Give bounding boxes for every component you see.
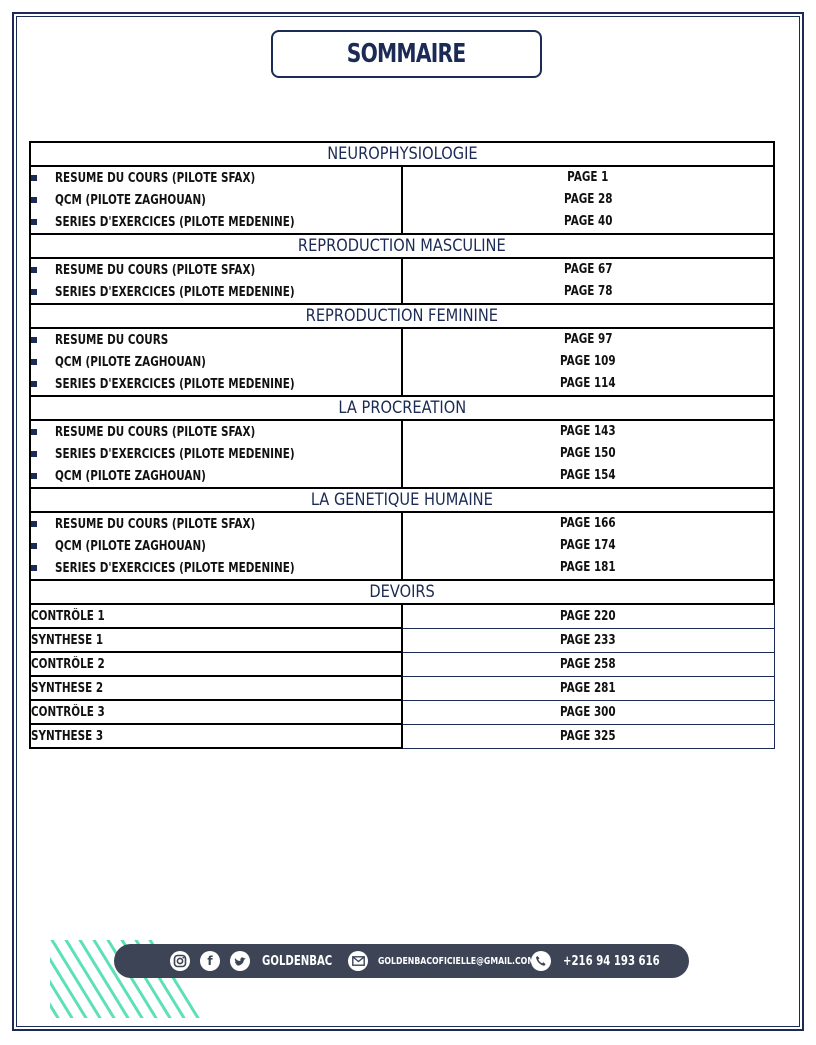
devoir-label: CONTRÔLE 2 [31,656,105,672]
devoir-page-cell [402,628,774,652]
page-number-text: PAGE 78 [563,284,613,299]
bullet-icon [31,219,37,225]
item-label: RESUME DU COURS (PILOTE SFAX) [55,170,256,186]
section-heading [30,304,774,328]
item-label: RESUME DU COURS (PILOTE SFAX) [55,516,256,532]
bullet-icon [31,381,37,387]
items-cell [30,166,402,234]
devoir-page-cell [402,700,774,724]
list-item[interactable] [31,465,401,487]
bullet-icon [31,267,37,273]
page-number[interactable] [403,189,773,211]
section-heading [30,234,774,258]
page-number[interactable] [403,259,773,281]
stripe-line [50,940,58,1018]
item-label: SERIES D'EXERCICES (PILOTE MEDENINE) [55,214,295,230]
page-number[interactable] [403,513,773,535]
section-heading [30,580,774,604]
section-items-row [30,258,774,304]
pages-cell [402,420,774,488]
footer-contact-bar [114,944,689,978]
section-header-row [30,304,774,328]
list-item[interactable] [31,513,401,535]
devoir-label: SYNTHESE 2 [31,680,104,696]
page-number-text: PAGE 181 [560,560,616,575]
footer-phone[interactable]: +216 94 193 616 [563,953,661,969]
section-header-row [30,396,774,420]
bullet-icon [31,473,37,479]
items-cell [30,420,402,488]
page-number-text: PAGE 1 [567,170,609,185]
title-box [271,30,542,78]
twitter-icon[interactable] [230,951,250,971]
devoir-row[interactable] [30,700,774,724]
mail-icon[interactable] [348,951,368,971]
page-number-text: PAGE 40 [563,214,613,229]
devoir-label: CONTRÔLE 3 [31,704,105,720]
item-label: RESUME DU COURS (PILOTE SFAX) [55,262,256,278]
item-label: RESUME DU COURS (PILOTE SFAX) [55,424,256,440]
items-cell [30,328,402,396]
list-item[interactable] [31,259,401,281]
bullet-icon [31,543,37,549]
section-heading-text: DEVOIRS [369,582,435,602]
bullet-icon [31,565,37,571]
item-label: QCM (PILOTE ZAGHOUAN) [55,354,206,370]
bullet-icon [31,359,37,365]
list-item[interactable] [31,421,401,443]
section-heading-text: REPRODUCTION MASCULINE [298,236,506,256]
item-label: QCM (PILOTE ZAGHOUAN) [55,538,206,554]
item-label: QCM (PILOTE ZAGHOUAN) [55,192,206,208]
devoir-label-cell [30,724,402,748]
page-number-text: PAGE 97 [563,332,613,347]
item-label: QCM (PILOTE ZAGHOUAN) [55,468,206,484]
items-cell [30,258,402,304]
table-of-contents [29,141,775,749]
section-header-row [30,488,774,512]
list-item[interactable] [31,557,401,579]
list-item[interactable] [31,373,401,395]
devoir-page: PAGE 325 [560,728,617,744]
stripe-line [66,940,114,1018]
pages-cell [402,258,774,304]
page-number-text: PAGE 166 [560,516,616,531]
section-items-row [30,166,774,234]
list-item[interactable] [31,535,401,557]
page-number-text: PAGE 150 [560,446,616,461]
page-number[interactable] [403,329,773,351]
devoir-label-cell [30,676,402,700]
page-number-text: PAGE 154 [560,468,616,483]
page-number[interactable] [403,373,773,395]
page-number[interactable] [403,535,773,557]
devoir-page: PAGE 258 [560,656,617,672]
item-label: SERIES D'EXERCICES (PILOTE MEDENINE) [55,560,295,576]
devoir-label-cell [30,700,402,724]
devoir-label: SYNTHESE 1 [31,632,104,648]
section-header-row [30,234,774,258]
page-number-text: PAGE 28 [563,192,613,207]
list-item[interactable] [31,443,401,465]
bullet-icon [31,289,37,295]
devoir-row[interactable] [30,724,774,748]
facebook-icon[interactable]: f [200,951,220,971]
devoir-row[interactable] [30,676,774,700]
devoir-page-cell [402,604,774,628]
section-heading-text: LA GENETIQUE HUMAINE [310,490,493,510]
bullet-icon [31,175,37,181]
page-number-text: PAGE 114 [560,376,616,391]
list-item[interactable] [31,189,401,211]
page-number-text: PAGE 174 [560,538,616,553]
list-item[interactable] [31,351,401,373]
item-label: SERIES D'EXERCICES (PILOTE MEDENINE) [55,446,295,462]
item-label: SERIES D'EXERCICES (PILOTE MEDENINE) [55,376,295,392]
devoir-page-cell [402,724,774,748]
list-item[interactable] [31,281,401,303]
page-number[interactable] [403,167,773,189]
devoir-page: PAGE 233 [560,632,617,648]
devoir-row[interactable] [30,604,774,628]
devoir-row[interactable] [30,628,774,652]
stripe-line [50,940,86,1018]
bullet-icon [31,451,37,457]
section-heading [30,488,774,512]
page-number[interactable] [403,281,773,303]
page-number[interactable] [403,557,773,579]
footer-brand: GOLDENBAC [262,953,333,969]
section-items-row [30,328,774,396]
devoir-row[interactable] [30,652,774,676]
devoir-label-cell [30,604,402,628]
bullet-icon [31,337,37,343]
stripe-line [52,940,100,1018]
list-item[interactable] [31,211,401,233]
bullet-icon [31,521,37,527]
devoir-label-cell [30,652,402,676]
page-number[interactable] [403,211,773,233]
footer-email[interactable]: GOLDENBACOFICIELLE@GMAIL.COM [378,955,536,967]
section-items-row [30,512,774,580]
devoir-label: CONTRÔLE 1 [31,608,105,624]
item-label: RESUME DU COURS [55,332,169,348]
page-number-text: PAGE 67 [563,262,613,277]
section-heading [30,396,774,420]
section-items-row [30,420,774,488]
item-label: SERIES D'EXERCICES (PILOTE MEDENINE) [55,284,295,300]
devoir-page-cell [402,652,774,676]
devoir-label-cell [30,628,402,652]
items-cell [30,512,402,580]
section-header-row [30,142,774,166]
devoir-label: SYNTHESE 3 [31,728,104,744]
devoir-page: PAGE 220 [560,608,617,624]
list-item[interactable] [31,167,401,189]
page-number[interactable] [403,443,773,465]
bullet-icon [31,429,37,435]
page-number-text: PAGE 143 [560,424,616,439]
devoirs-header-row [30,580,774,604]
section-heading-text: LA PROCREATION [338,398,466,418]
pages-cell [402,512,774,580]
page-number[interactable] [403,465,773,487]
devoir-page: PAGE 281 [560,680,617,696]
section-heading-text: NEUROPHYSIOLOGIE [326,144,478,164]
bullet-icon [31,197,37,203]
list-item[interactable] [31,329,401,351]
section-heading [30,142,774,166]
page-number[interactable] [403,421,773,443]
page-number-text: PAGE 109 [560,354,616,369]
pages-cell [402,166,774,234]
pages-cell [402,328,774,396]
devoir-page: PAGE 300 [560,704,617,720]
page-number[interactable] [403,351,773,373]
page-title: SOMMAIRE [347,39,466,69]
section-heading-text: REPRODUCTION FEMININE [305,306,499,326]
instagram-icon[interactable] [170,951,190,971]
devoir-page-cell [402,676,774,700]
